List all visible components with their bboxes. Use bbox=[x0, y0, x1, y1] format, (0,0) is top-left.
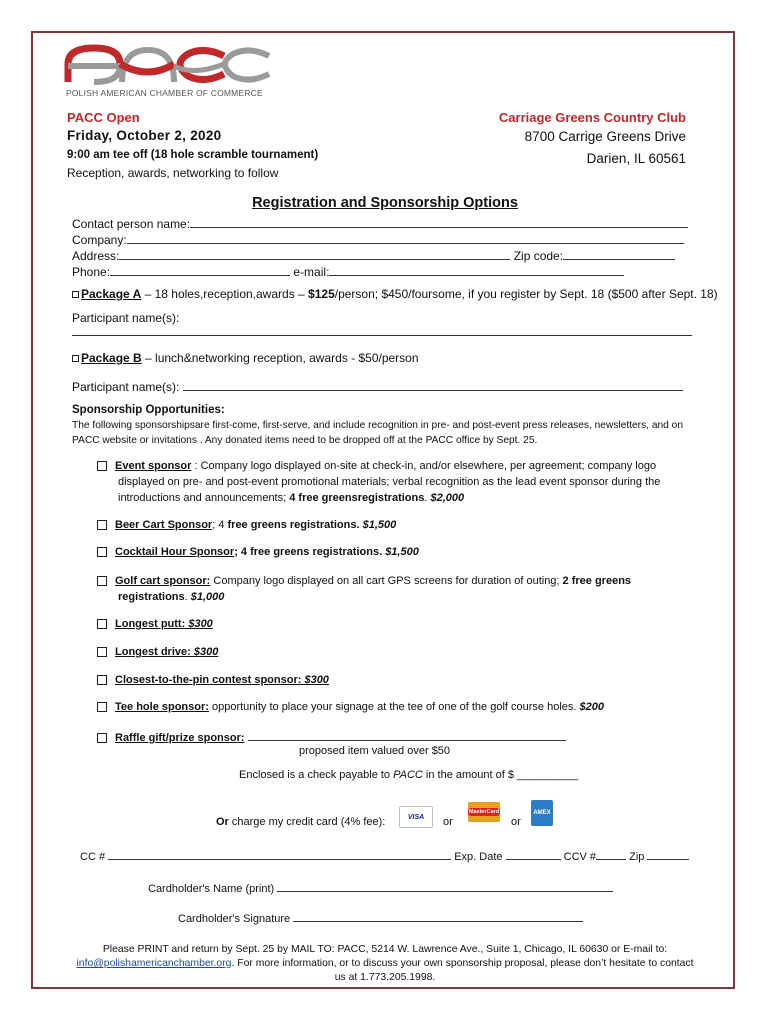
zip-field[interactable] bbox=[563, 248, 675, 260]
footer-line-2-text: . For more information, or to discuss your own sponsorship proposal, please don’t hesitate to contact bbox=[231, 958, 694, 969]
cardholder-name-field[interactable] bbox=[277, 880, 613, 892]
sponsorship-intro-2: PACC website or invitations . Any donated items need to be dropped off at the PACC office by Sept. 25. bbox=[72, 435, 538, 446]
address-row[interactable] bbox=[72, 248, 675, 263]
golf-cart-desc-2 bbox=[118, 591, 224, 603]
cardholder-name-label: Cardholder's Name (print) bbox=[148, 883, 275, 895]
cc-row[interactable] bbox=[80, 848, 689, 863]
venue-name: Carriage Greens Country Club bbox=[498, 110, 686, 125]
contact-name-label: Contact person name: bbox=[72, 217, 191, 231]
footer-email-link[interactable]: info@polishamericanchamber.org bbox=[76, 958, 232, 969]
closest-pin-name: Closest-to-the-pin contest sponsor: bbox=[115, 674, 305, 686]
participants-a-field[interactable] bbox=[72, 324, 692, 336]
longest-putt-price: $300 bbox=[188, 618, 213, 630]
phone-field[interactable] bbox=[110, 264, 290, 276]
closest-pin-option[interactable] bbox=[97, 674, 329, 686]
footer-line-2 bbox=[0, 958, 770, 969]
cc-zip-label: Zip bbox=[629, 851, 645, 863]
longest-drive-name: Longest drive: bbox=[115, 646, 194, 658]
cocktail-price: $1,500 bbox=[385, 546, 419, 558]
package-b-row[interactable] bbox=[72, 351, 419, 365]
event-tee-time: 9:00 am tee off (18 hole scramble tournament) bbox=[67, 149, 319, 161]
check-payee: PACC bbox=[393, 769, 423, 781]
cc-zip-field[interactable] bbox=[647, 848, 689, 860]
raffle-item-field[interactable] bbox=[248, 729, 566, 741]
logo-caption: POLISH AMERICAN CHAMBER OF COMMERCE bbox=[66, 88, 263, 98]
event-sponsor-desc-3 bbox=[118, 492, 464, 504]
company-row[interactable] bbox=[72, 232, 684, 247]
cardholder-name-row[interactable] bbox=[148, 880, 613, 895]
check-payment-line bbox=[239, 769, 578, 781]
longest-putt-name: Longest putt: bbox=[115, 618, 189, 630]
tee-hole-checkbox[interactable] bbox=[97, 702, 107, 712]
venue-street: 8700 Carrige Greens Drive bbox=[524, 129, 686, 144]
exp-label: Exp. Date bbox=[454, 851, 503, 863]
longest-drive-checkbox[interactable] bbox=[97, 647, 107, 657]
package-b-checkbox[interactable] bbox=[72, 355, 79, 362]
phone-row[interactable] bbox=[72, 264, 624, 279]
form-title: Registration and Sponsorship Options bbox=[252, 195, 518, 211]
check-text-a: Enclosed is a check payable to bbox=[239, 769, 394, 781]
event-sponsor-sep: . bbox=[424, 492, 431, 504]
or-1: or bbox=[443, 816, 453, 828]
beer-cart-option[interactable] bbox=[97, 519, 396, 531]
beer-cart-price: $1,500 bbox=[362, 519, 397, 531]
package-a-terms: /person; $450/foursome, if you register by Sept. 18 ($500 after Sept. 18) bbox=[334, 287, 718, 301]
event-sponsor-checkbox[interactable] bbox=[97, 461, 107, 471]
golf-cart-option[interactable] bbox=[97, 575, 631, 587]
company-label: Company: bbox=[72, 233, 127, 247]
footer-line-1: Please PRINT and return by Sept. 25 by MAIL TO: PACC, 5214 W. Lawrence Ave., Suite 1, Chicago, IL 60630 or E-mail to: bbox=[102, 944, 668, 955]
golf-cart-registrations-1: 2 free greens bbox=[562, 575, 632, 587]
cocktail-name: Cocktail Hour Sponsor bbox=[115, 546, 235, 558]
ccv-label: CCV # bbox=[563, 851, 597, 863]
contact-name-field[interactable] bbox=[190, 216, 688, 228]
charge-text: charge my credit card (4% fee): bbox=[228, 816, 386, 828]
package-b-desc: – lunch&networking reception, awards - $50/person bbox=[141, 351, 419, 365]
tee-hole-option[interactable] bbox=[97, 701, 604, 713]
email-label: e-mail: bbox=[293, 265, 330, 279]
venue-city: Darien, IL 60561 bbox=[586, 151, 686, 166]
exp-date-field[interactable] bbox=[506, 848, 561, 860]
participants-b-field[interactable] bbox=[183, 379, 683, 391]
tee-hole-desc: opportunity to place your signage at the tee of one of the golf course holes. bbox=[208, 701, 580, 713]
tee-hole-price: $200 bbox=[579, 701, 604, 713]
cardholder-signature-field[interactable] bbox=[293, 910, 583, 922]
mastercard-icon[interactable] bbox=[468, 802, 500, 822]
cc-label: CC # bbox=[80, 851, 106, 863]
golf-cart-desc: Company logo displayed on all cart GPS screens for duration of outing; bbox=[210, 575, 563, 587]
package-b-name: Package B bbox=[81, 351, 142, 365]
event-date: Friday, October 2, 2020 bbox=[67, 128, 222, 143]
email-field[interactable] bbox=[329, 264, 624, 276]
package-a-checkbox[interactable] bbox=[72, 291, 79, 298]
golf-cart-checkbox[interactable] bbox=[97, 576, 107, 586]
beer-cart-checkbox[interactable] bbox=[97, 520, 107, 530]
beer-cart-count: ; 4 bbox=[212, 519, 228, 531]
contact-name-row[interactable] bbox=[72, 216, 688, 231]
longest-drive-price: $300 bbox=[193, 646, 219, 658]
address-field[interactable] bbox=[119, 248, 510, 260]
amex-label: AMEX bbox=[533, 810, 551, 816]
beer-cart-registrations: free greens registrations. bbox=[227, 519, 363, 531]
sponsorship-intro-1: The following sponsorshipsare first-come, first-serve, and include recognition in pre- and post-event press releases, newsletters, and on bbox=[72, 420, 683, 431]
ccv-field[interactable] bbox=[596, 848, 626, 860]
golf-cart-sep: . bbox=[184, 591, 191, 603]
closest-pin-checkbox[interactable] bbox=[97, 675, 107, 685]
package-a-desc: – 18 holes,reception,awards – bbox=[141, 287, 309, 301]
longest-drive-option[interactable] bbox=[97, 646, 218, 658]
package-a-price: $125 bbox=[308, 287, 335, 301]
cardholder-signature-row[interactable] bbox=[178, 910, 583, 925]
participants-b-label: Participant name(s): bbox=[72, 380, 180, 394]
visa-label: VISA bbox=[407, 813, 425, 821]
event-sponsor-registrations: 4 free greensregistrations bbox=[289, 492, 425, 504]
package-a-row[interactable] bbox=[72, 287, 718, 301]
beer-cart-name: Beer Cart Sponsor bbox=[115, 519, 213, 531]
cocktail-checkbox[interactable] bbox=[97, 547, 107, 557]
cc-number-field[interactable] bbox=[108, 848, 451, 860]
credit-card-line bbox=[216, 816, 385, 828]
golf-cart-name: Golf cart sponsor: bbox=[115, 575, 211, 587]
cocktail-option[interactable] bbox=[97, 546, 419, 558]
footer-line-3: us at 1.773.205.1998. bbox=[334, 972, 436, 983]
event-sponsor-desc-1: : Company logo displayed on-site at check-in, and/or elsewhere, per agreement; company logo bbox=[191, 460, 657, 472]
package-a-name: Package A bbox=[81, 287, 142, 301]
amex-card-icon[interactable] bbox=[531, 800, 553, 826]
event-sponsor-name: Event sponsor bbox=[115, 460, 192, 472]
raffle-checkbox[interactable] bbox=[97, 733, 107, 743]
event-sponsor-option[interactable] bbox=[97, 460, 656, 472]
longest-putt-option[interactable] bbox=[97, 618, 213, 630]
golf-cart-registrations-2: registrations bbox=[118, 591, 185, 603]
visa-card-icon[interactable] bbox=[399, 806, 433, 828]
event-sponsor-desc-3a: introductions and announcements; bbox=[118, 492, 290, 504]
event-sponsor-price: $2,000 bbox=[430, 492, 465, 504]
event-reception: Reception, awards, networking to follow bbox=[67, 166, 279, 180]
raffle-option[interactable] bbox=[97, 729, 566, 744]
raffle-name: Raffle gift/prize sponsor: bbox=[115, 732, 245, 744]
company-field[interactable] bbox=[127, 232, 684, 244]
sponsorship-heading: Sponsorship Opportunities: bbox=[72, 404, 225, 416]
cardholder-signature-label: Cardholder's Signature bbox=[178, 913, 291, 925]
address-label: Address: bbox=[72, 249, 120, 263]
mastercard-label: MasterCard bbox=[468, 809, 500, 815]
or-2: or bbox=[511, 816, 521, 828]
participants-b-row[interactable] bbox=[72, 379, 683, 394]
zip-label: Zip code: bbox=[513, 249, 564, 263]
tee-hole-name: Tee hole sponsor: bbox=[115, 701, 209, 713]
check-text-c: in the amount of $ __________ bbox=[422, 769, 579, 781]
event-sponsor-desc-2: displayed on pre- and post-event promotional materials; verbal recognition as the lead event sponsor during the bbox=[118, 476, 661, 488]
raffle-note: proposed item valued over $50 bbox=[299, 745, 451, 757]
golf-cart-price: $1,000 bbox=[190, 591, 225, 603]
participants-a-label: Participant name(s): bbox=[72, 311, 180, 325]
cocktail-registrations: ; 4 free greens registrations. bbox=[234, 546, 386, 558]
event-name: PACC Open bbox=[67, 110, 140, 125]
longest-putt-checkbox[interactable] bbox=[97, 619, 107, 629]
charge-or: Or bbox=[216, 816, 229, 828]
closest-pin-price: $300 bbox=[304, 674, 329, 686]
phone-label: Phone: bbox=[72, 265, 111, 279]
